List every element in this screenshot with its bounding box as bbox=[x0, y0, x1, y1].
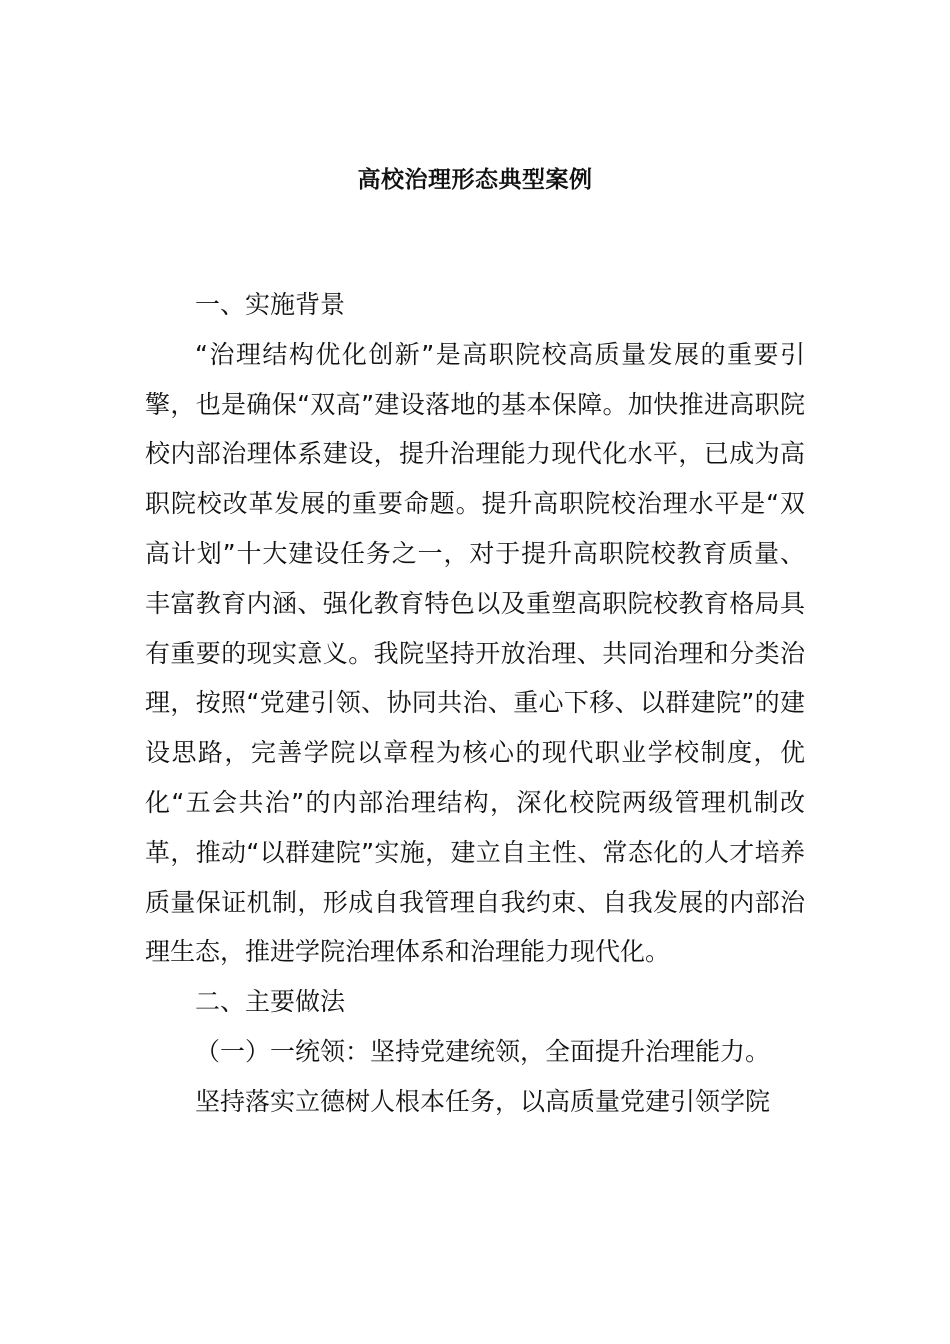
section-heading: 一、实施背景 bbox=[195, 290, 346, 319]
document-body bbox=[145, 280, 805, 1127]
subsection-heading: （一）一统领：坚持党建统领，全面提升治理能力。 bbox=[195, 1036, 771, 1066]
paragraph: 坚持落实立德树人根本任务，以高质量党建引领学院 bbox=[195, 1086, 771, 1116]
document-title: 高校治理形态典型案例 bbox=[357, 167, 593, 193]
paragraph: “治理结构优化创新”是高职院校高质量发展的重要引擎，也是确保“双高”建设落地的基本保障。加快推进高职院校内部治理体系建设，提升治理能力现代化水平，已成为高职院校改革发展的重要命题。提升高职院校治理水平是“双高计划”十大建设任务之一，对于提升高职院校教育质量、丰富教育内涵、强化教育特色以及重塑高职院校教育格局具有重要的现实意义。我院坚持开放治理、共同治理和分类治理，按照“党建引领、协同共治、重心下移、以群建院”的建设思路，完善学院以章程为核心的现代职业学校制度，优化“五会共治”的内部治理结构，深化校院两级管理机制改革，推动“以群建院”实施，建立自主性、常态化的人才培养质量保证机制，形成自我管理自我约束、自我发展的内部治理生态，推进学院治理体系和治理能力现代化。 bbox=[145, 339, 805, 967]
section-heading: 二、主要做法 bbox=[195, 987, 346, 1017]
